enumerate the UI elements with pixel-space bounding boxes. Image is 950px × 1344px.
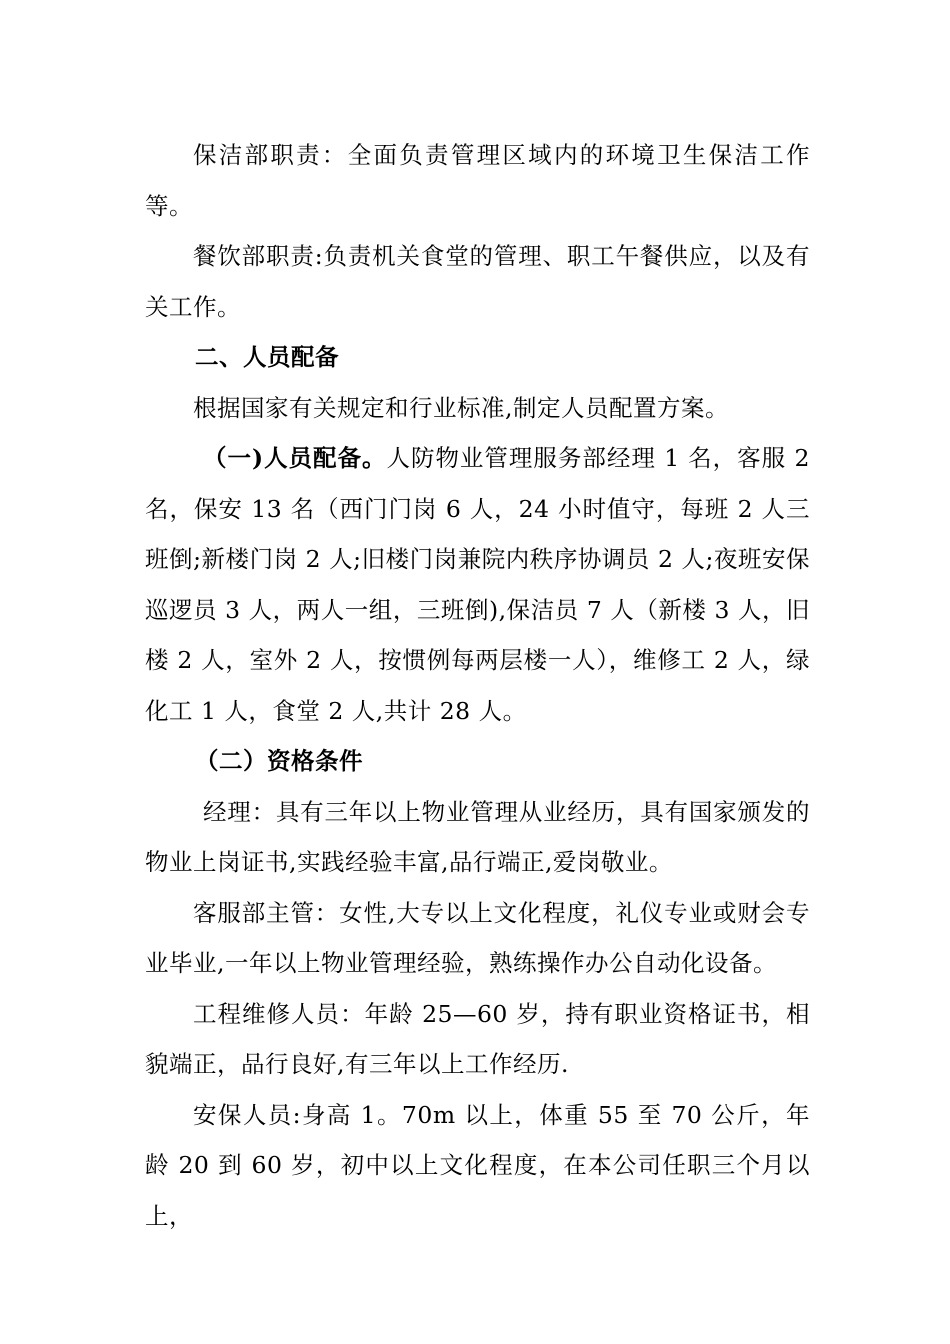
paragraph-staffing-intro: 根据国家有关规定和行业标准,制定人员配置方案。	[193, 393, 729, 422]
section-heading-staffing: 二、人员配备	[195, 343, 339, 371]
paragraph-security-qualification: 安保人员:身高 1。70m 以上，体重 55 至 70 公斤，年龄 20 到 60 岁，初中以上文化程度，在本公司任职三个月以上，	[145, 1100, 810, 1230]
section-heading-qualifications: （二）资格条件	[195, 747, 363, 775]
paragraph-customer-service-qualification: 客服部主管：女性,大专以上文化程度，礼仪专业或财会专业毕业,一年以上物业管理经验，熟练操作办公自动化设备。	[145, 898, 810, 977]
document-page	[145, 130, 810, 1241]
paragraph-maintenance-qualification: 工程维修人员：年龄 25—60 岁，持有职业资格证书，相貌端正，品行良好,有三年以上工作经历.	[145, 999, 810, 1078]
subheading-staffing: （一)人员配备。	[203, 444, 387, 472]
paragraph-cleaning-duties: 保洁部职责：全面负责管理区域内的环境卫生保洁工作等。	[145, 141, 810, 220]
paragraph-manager-qualification: 经理：具有三年以上物业管理从业经历，具有国家颁发的物业上岗证书,实践经验丰富,品行端正,爱岗敬业。	[145, 797, 810, 876]
staffing-detail-text: 人防物业管理服务部经理 1 名，客服 2 名，保安 13 名（西门门岗 6 人，24 小时值守，每班 2 人三班倒;新楼门岗 2 人;旧楼门岗兼院内秩序协调员 2 人;夜班安保巡逻员 3 人，两人一组，三班倒),保洁员 7 人（新楼 3 人，旧楼 2 人，室外 2 人，按惯例每两层楼一人），维修工 2 人，绿化工 1 人，食堂 2 人,共计 28 人。	[145, 444, 810, 725]
paragraph-staffing-detail	[145, 433, 810, 736]
paragraph-catering-duties: 餐饮部职责:负责机关食堂的管理、职工午餐供应，以及有关工作。	[145, 242, 810, 321]
